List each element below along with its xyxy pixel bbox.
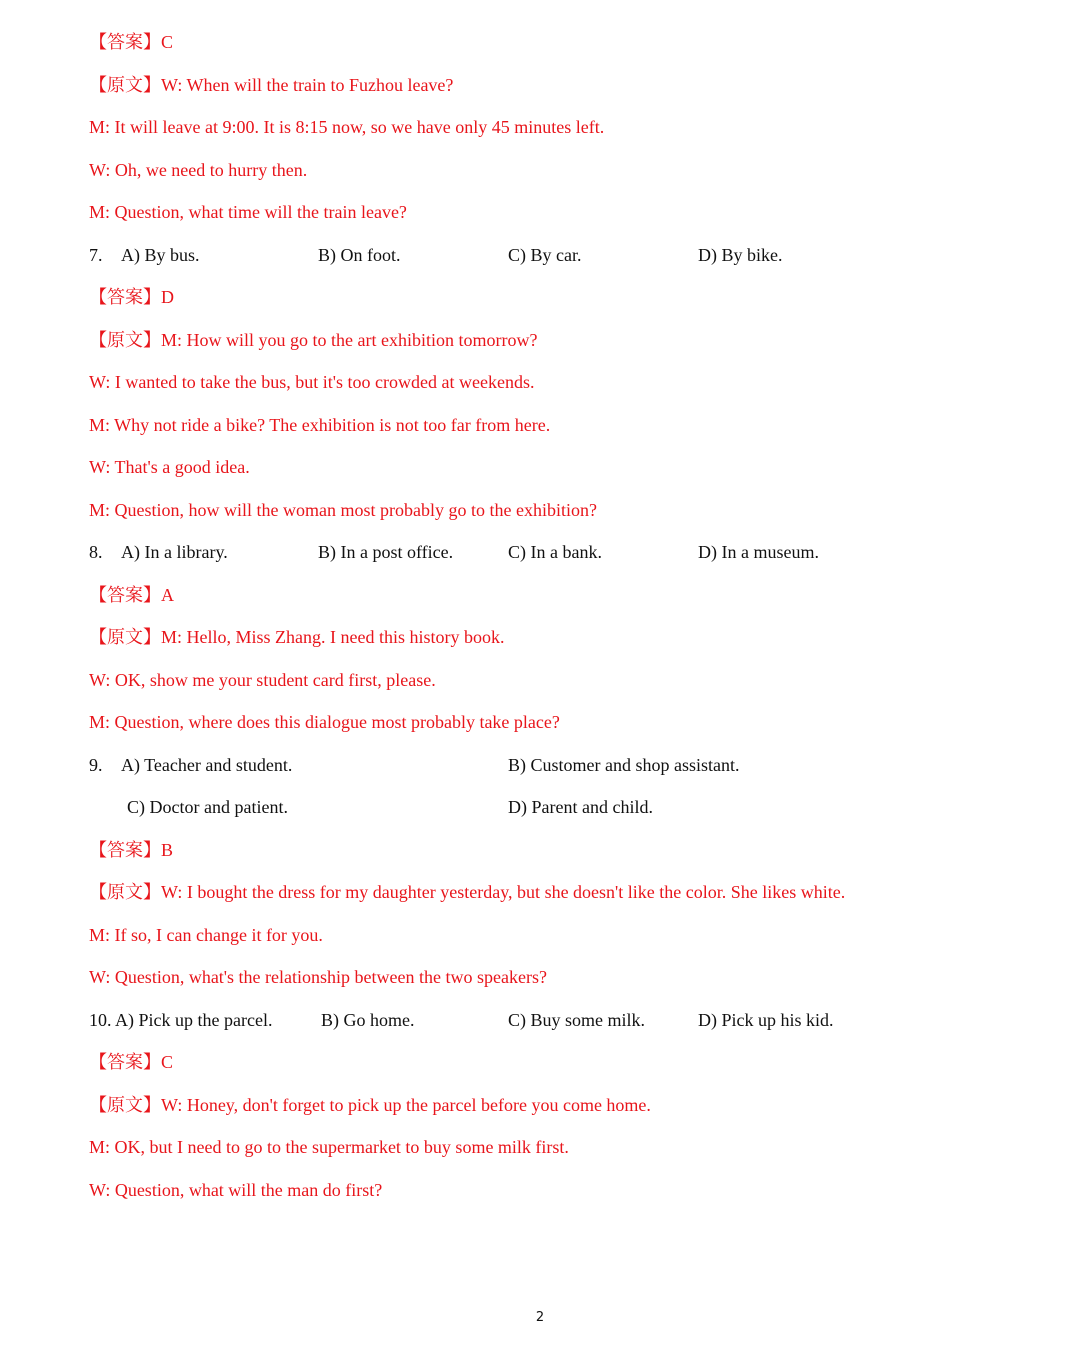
question-number: 7. [89, 245, 103, 265]
option-d: D) By bike. [698, 245, 783, 265]
transcript-line: M: It will leave at 9:00. It is 8:15 now, so we have only 45 minutes left. [89, 117, 605, 137]
option-b: B) Go home. [321, 1010, 415, 1030]
answer-line: 【答案】C [89, 1052, 174, 1072]
transcript-line: 【原文】W: Honey, don't forget to pick up the parcel before you come home. [89, 1095, 651, 1115]
option-c: C) In a bank. [508, 542, 602, 562]
option-b: B) On foot. [318, 245, 401, 265]
transcript-line: M: If so, I can change it for you. [89, 925, 323, 945]
option-a: A) Teacher and student. [121, 755, 293, 775]
page-number: 2 [535, 1310, 545, 1325]
transcript-line: W: I wanted to take the bus, but it's too crowded at weekends. [89, 372, 535, 392]
transcript-line: 【原文】M: How will you go to the art exhibition tomorrow? [89, 330, 538, 350]
transcript-line: M: OK, but I need to go to the supermarket to buy some milk first. [89, 1137, 569, 1157]
answer-line: 【答案】A [89, 585, 174, 605]
transcript-line: W: Oh, we need to hurry then. [89, 160, 308, 180]
transcript-line: W: That's a good idea. [89, 457, 250, 477]
option-c: C) By car. [508, 245, 582, 265]
transcript-line: 【原文】W: When will the train to Fuzhou leave? [89, 75, 454, 95]
option-d: D) Parent and child. [508, 797, 653, 817]
transcript-line: W: Question, what will the man do first? [89, 1180, 383, 1200]
option-d: D) Pick up his kid. [698, 1010, 834, 1030]
option-c: C) Buy some milk. [508, 1010, 646, 1030]
answer-line: 【答案】C [89, 32, 174, 52]
option-a: 10. A) Pick up the parcel. [89, 1010, 273, 1030]
option-c: C) Doctor and patient. [127, 797, 288, 817]
transcript-line: M: Question, how will the woman most probably go to the exhibition? [89, 500, 597, 520]
option-a: A) By bus. [121, 245, 200, 265]
option-a: A) In a library. [121, 542, 228, 562]
transcript-line: W: OK, show me your student card first, please. [89, 670, 436, 690]
transcript-line: 【原文】M: Hello, Miss Zhang. I need this history book. [89, 627, 505, 647]
transcript-line: W: Question, what's the relationship between the two speakers? [89, 967, 547, 987]
option-d: D) In a museum. [698, 542, 819, 562]
question-number: 9. [89, 755, 103, 775]
transcript-line: M: Why not ride a bike? The exhibition is not too far from here. [89, 415, 551, 435]
option-b: B) In a post office. [318, 542, 454, 562]
transcript-line: M: Question, what time will the train leave? [89, 202, 407, 222]
answer-line: 【答案】D [89, 287, 174, 307]
answer-line: 【答案】B [89, 840, 174, 860]
transcript-line: 【原文】W: I bought the dress for my daughter yesterday, but she doesn't like the color. She likes white. [89, 882, 846, 902]
option-b: B) Customer and shop assistant. [508, 755, 740, 775]
question-number: 8. [89, 542, 103, 562]
transcript-line: M: Question, where does this dialogue most probably take place? [89, 712, 560, 732]
